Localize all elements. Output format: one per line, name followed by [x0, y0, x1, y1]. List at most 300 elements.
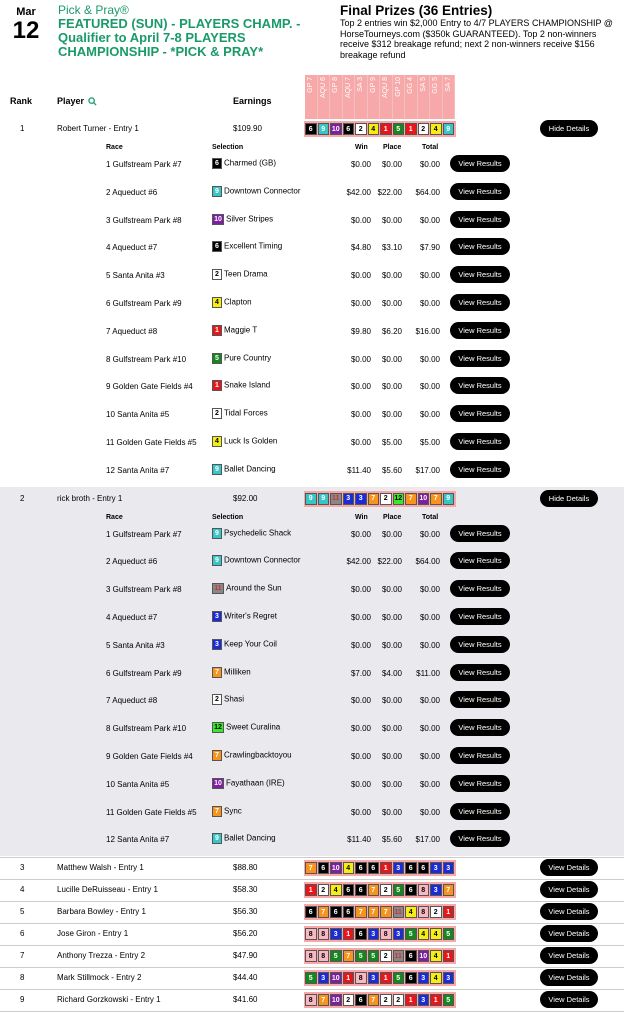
selection-number-badge: 3 [212, 639, 222, 650]
detail-row [0, 547, 624, 575]
race-column-label: SA 7 [444, 77, 452, 92]
view-details-button[interactable]: View Details [540, 991, 598, 1008]
pick-badge: 3 [355, 493, 367, 505]
detail-total: $0.00 [419, 354, 440, 364]
detail-total: $0.00 [419, 410, 440, 420]
entry-rank: 4 [20, 885, 25, 895]
view-results-button[interactable]: View Results [450, 183, 510, 200]
detail-win: $0.00 [350, 271, 371, 281]
view-results-button[interactable]: View Results [450, 405, 510, 422]
race-column-3 [330, 75, 343, 119]
selection-number-badge: 10 [212, 214, 224, 225]
pick-badge: 3 [418, 994, 430, 1006]
entry-rank: 7 [20, 951, 25, 961]
pick-badge: 9 [443, 123, 455, 135]
detail-place: $0.00 [381, 410, 402, 420]
detail-selection [212, 583, 282, 594]
pick-badge: 3 [443, 972, 455, 984]
detail-row [0, 345, 624, 373]
selection-horse-name: Luck Is Golden [224, 436, 278, 446]
pick-badge: 5 [368, 950, 380, 962]
view-results-button[interactable]: View Results [450, 294, 510, 311]
pick-badge: 4 [368, 123, 380, 135]
detail-total: $0.00 [419, 640, 440, 650]
player-column-header[interactable] [57, 96, 97, 106]
view-results-button[interactable]: View Results [450, 775, 510, 792]
picks-strip [304, 992, 456, 1008]
detail-win: $4.80 [350, 243, 371, 253]
selection-horse-name: Keep Your Coil [224, 639, 277, 649]
race-column-label: GG 5 [432, 77, 439, 94]
detail-total: $0.00 [419, 382, 440, 392]
pick-badge: 12 [393, 493, 405, 505]
detail-total: $0.00 [419, 160, 440, 169]
view-results-button[interactable]: View Results [450, 580, 510, 597]
entry-earnings: $56.20 [233, 929, 258, 939]
selection-number-badge: 9 [212, 528, 222, 539]
race-column-label: AQU 8 [382, 77, 389, 99]
pick-badge: 6 [305, 906, 317, 918]
selection-horse-name: Shasi [224, 695, 245, 704]
detail-total: $0.00 [419, 613, 440, 622]
entry-player: Barbara Bowley - Entry 1 [57, 907, 146, 917]
pick-badge: 1 [380, 862, 392, 874]
detail-place: $22.00 [377, 187, 402, 197]
detail-row [0, 428, 624, 456]
view-results-button[interactable]: View Results [450, 803, 510, 820]
detail-row [0, 456, 624, 484]
selection-number-badge: 6 [212, 241, 222, 252]
entry-earnings: $56.30 [233, 907, 258, 917]
selection-horse-name: Snake Island [224, 381, 271, 390]
view-results-button[interactable]: View Results [450, 747, 510, 764]
entry-earnings: $44.40 [233, 973, 258, 983]
pick-badge: 6 [405, 972, 417, 984]
view-details-button[interactable]: View Details [540, 903, 598, 920]
pick-badge: 7 [368, 493, 380, 505]
selection-number-badge: 9 [212, 555, 222, 566]
selection-horse-name: Maggie T [224, 325, 258, 335]
pick-badge: 1 [305, 884, 317, 896]
entry-rank: 9 [20, 995, 25, 1005]
detail-row [0, 603, 624, 631]
detail-row [0, 206, 624, 234]
pick-badge: 2 [343, 994, 355, 1006]
detail-win: $0.00 [350, 724, 371, 734]
detail-row [0, 178, 624, 206]
entry-player: Lucille DeRuisseau - Entry 1 [57, 885, 158, 895]
picks-strip [304, 491, 456, 507]
detail-total: $17.00 [415, 465, 440, 475]
detail-selection [212, 750, 292, 761]
detail-place: $0.00 [381, 779, 402, 789]
race-column-label: AQU 7 [344, 77, 352, 99]
entry-player: Robert Turner - Entry 1 [57, 124, 139, 133]
detail-race: 9 Golden Gate Fields #4 [106, 752, 193, 761]
entry-player: rick broth - Entry 1 [57, 493, 123, 503]
entry-row [0, 879, 624, 901]
detail-win: $0.00 [350, 807, 371, 817]
detail-selection [212, 380, 270, 391]
pick-badge: 1 [380, 123, 392, 135]
detail-selection [212, 806, 242, 817]
detail-win: $11.40 [347, 835, 371, 845]
selection-number-badge: 11 [212, 583, 224, 594]
selection-horse-name: Excellent Timing [224, 242, 283, 251]
detail-total: $11.00 [416, 668, 440, 678]
pick-badge: 8 [355, 972, 367, 984]
pick-badge: 1 [443, 950, 455, 962]
detail-place: $22.00 [377, 557, 402, 567]
selection-horse-name: Tidal Forces [224, 408, 268, 418]
row-separator [0, 1011, 624, 1012]
detail-win: $9.80 [350, 326, 371, 336]
detail-place: $0.00 [381, 215, 402, 225]
detail-total: $0.00 [419, 807, 440, 817]
view-results-button[interactable]: View Results [450, 211, 510, 228]
detail-total: $0.00 [419, 271, 440, 281]
entry-rank: 6 [20, 929, 25, 939]
pick-badge: 2 [318, 884, 330, 896]
pick-badge: 7 [318, 906, 330, 918]
picks-strip [304, 926, 456, 942]
view-details-button[interactable]: View Details [540, 881, 598, 898]
pick-badge: 7 [355, 906, 367, 918]
tournament-name [58, 3, 328, 59]
pick-badge: 7 [368, 906, 380, 918]
detail-selection [212, 158, 276, 169]
selection-number-badge: 2 [212, 269, 222, 280]
pick-badge: 6 [343, 906, 355, 918]
detail-win: $0.00 [350, 752, 371, 761]
pick-badge: 10 [330, 123, 342, 135]
pick-badge: 2 [393, 994, 405, 1006]
selection-number-badge: 1 [212, 380, 222, 391]
pick-badge: 2 [380, 950, 392, 962]
pick-badge: 1 [343, 972, 355, 984]
race-column-4 [343, 75, 356, 119]
detail-place: $0.00 [381, 160, 402, 169]
detail-race: 4 Aqueduct #7 [106, 613, 158, 622]
detail-header-total: Total [422, 144, 439, 151]
pick-badge: 6 [318, 862, 330, 874]
view-results-button[interactable]: View Results [450, 691, 510, 708]
detail-row [0, 659, 624, 687]
pick-badge: 9 [318, 493, 330, 505]
view-details-button[interactable]: View Details [540, 859, 598, 876]
pick-badge: 6 [343, 884, 355, 896]
entry-player: Anthony Trezza - Entry 2 [57, 951, 146, 961]
selection-horse-name: Teen Drama [224, 269, 268, 279]
pick-badge: 8 [380, 928, 392, 940]
detail-place: $5.60 [381, 465, 402, 475]
view-results-button[interactable]: View Results [450, 155, 510, 172]
selection-number-badge: 5 [212, 353, 222, 364]
selection-number-badge: 4 [212, 436, 222, 447]
detail-row [0, 400, 624, 428]
pick-badge: 8 [305, 994, 317, 1006]
selection-number-badge: 3 [212, 611, 222, 622]
search-icon[interactable] [88, 97, 97, 106]
pick-badge: 9 [305, 493, 317, 505]
view-results-button[interactable]: View Results [450, 719, 510, 736]
race-column-2 [318, 75, 331, 119]
pick-badge: 10 [418, 493, 430, 505]
pick-badge: 4 [430, 123, 442, 135]
detail-total: $0.00 [419, 215, 440, 225]
detail-row [0, 372, 624, 400]
pick-badge: 5 [443, 994, 455, 1006]
detail-place: $0.00 [381, 271, 402, 281]
pick-badge: 1 [343, 928, 355, 940]
detail-race: 12 Santa Anita #7 [106, 465, 170, 475]
hide-details-button[interactable]: Hide Details [540, 490, 598, 507]
detail-header-total: Total [422, 513, 439, 521]
pick-badge: 6 [305, 123, 317, 135]
detail-total: $0.00 [419, 299, 440, 308]
detail-total: $64.00 [415, 187, 440, 197]
view-results-button[interactable]: View Results [450, 266, 510, 283]
view-results-button[interactable]: View Results [450, 322, 510, 339]
entry-earnings: $88.80 [233, 863, 258, 873]
detail-header-selection: Selection [212, 513, 244, 521]
detail-selection [212, 833, 276, 844]
race-column-label: SA 3 [357, 77, 364, 92]
view-results-button[interactable]: View Results [450, 238, 510, 255]
detail-race: 11 Golden Gate Fields #5 [106, 807, 197, 817]
pick-badge: 4 [405, 906, 417, 918]
detail-race: 2 Aqueduct #6 [106, 187, 158, 197]
detail-row [0, 825, 624, 853]
view-results-button[interactable]: View Results [450, 608, 510, 625]
detail-place: $0.00 [381, 752, 402, 761]
pick-badge: 6 [355, 862, 367, 874]
selection-number-badge: 12 [212, 722, 224, 733]
pick-badge: 6 [418, 862, 430, 874]
selection-number-badge: 9 [212, 464, 222, 475]
pick-badge: 5 [393, 123, 405, 135]
view-results-button[interactable]: View Results [450, 433, 510, 450]
pick-badge: 4 [418, 928, 430, 940]
entry-earnings: $109.90 [233, 124, 262, 133]
race-column-5 [355, 75, 368, 119]
detail-win: $0.00 [350, 354, 371, 364]
entry-earnings: $58.30 [233, 885, 258, 895]
entry-row [0, 967, 624, 989]
pick-badge: 5 [355, 950, 367, 962]
detail-row [0, 261, 624, 289]
detail-selection [212, 464, 276, 475]
view-results-button[interactable]: View Results [450, 830, 510, 847]
hide-details-button[interactable]: Hide Details [540, 120, 598, 137]
detail-race: 7 Aqueduct #8 [106, 326, 158, 336]
entry-rank: 8 [20, 973, 25, 983]
detail-race: 3 Gulfstream Park #8 [106, 585, 182, 595]
race-column-10 [418, 75, 431, 119]
detail-win: $42.00 [346, 187, 371, 197]
pick-badge: 8 [318, 950, 330, 962]
detail-win: $0.00 [350, 410, 371, 420]
detail-win: $0.00 [350, 640, 371, 650]
detail-place: $0.00 [381, 529, 402, 539]
detail-win: $0.00 [350, 696, 371, 706]
detail-row [0, 575, 624, 603]
entry-rank: 3 [20, 863, 25, 873]
pick-badge: 8 [318, 928, 330, 940]
detail-race: 12 Santa Anita #7 [106, 835, 170, 845]
selection-horse-name: Clapton [224, 297, 252, 307]
pick-badge: 1 [405, 994, 417, 1006]
detail-row [0, 150, 624, 178]
tournament-title: FEATURED (SUN) - PLAYERS CHAMP. - Qualifier to April 7-8 PLAYERS CHAMPIONSHIP - *PICK & PRAY* [58, 16, 301, 59]
view-details-button[interactable]: View Details [540, 925, 598, 942]
pick-badge: 3 [393, 862, 405, 874]
detail-place: $0.00 [381, 299, 402, 308]
pick-badge: 6 [355, 994, 367, 1006]
detail-header-place: Place [383, 513, 402, 521]
entry-player: Mark Stillmock - Entry 2 [57, 973, 142, 983]
detail-row [0, 289, 624, 317]
selection-number-badge: 10 [212, 778, 224, 789]
race-column-1 [305, 75, 318, 119]
pick-badge: 1 [443, 906, 455, 918]
entry-player: Jose Giron - Entry 1 [57, 929, 129, 939]
view-results-button[interactable]: View Results [450, 525, 510, 542]
detail-row [0, 317, 624, 345]
detail-win: $0.00 [350, 613, 371, 622]
rank-column-header: Rank [10, 96, 33, 106]
detail-row [0, 686, 624, 714]
detail-win: $0.00 [350, 215, 371, 225]
pick-badge: 10 [418, 950, 430, 962]
selection-horse-name: Silver Stripes [226, 214, 274, 224]
pick-badge: 8 [418, 906, 430, 918]
view-results-button[interactable]: View Results [450, 552, 510, 569]
detail-selection [212, 694, 244, 705]
selection-number-badge: 9 [212, 833, 222, 844]
entry-rank: 2 [20, 493, 25, 503]
pick-badge: 10 [330, 994, 342, 1006]
detail-selection [212, 778, 285, 789]
detail-place: $0.00 [381, 382, 402, 392]
entry-player: Matthew Walsh - Entry 1 [57, 863, 144, 873]
entry-rank: 5 [20, 907, 25, 917]
selection-horse-name: Ballet Dancing [224, 834, 276, 843]
earnings-column-header: Earnings [233, 96, 272, 106]
pick-badge: 8 [305, 950, 317, 962]
pick-badge: 3 [318, 972, 330, 984]
detail-row [0, 770, 624, 798]
view-details-button[interactable]: View Details [540, 947, 598, 964]
detail-win: $0.00 [350, 529, 371, 539]
pick-badge: 1 [405, 123, 417, 135]
picks-strip [304, 948, 456, 964]
race-column-label: GP 7 [307, 77, 314, 93]
view-details-button[interactable]: View Details [540, 969, 598, 986]
detail-win: $0.00 [350, 382, 371, 392]
detail-race: 1 Gulfstream Park #7 [106, 529, 182, 539]
pick-badge: 3 [343, 493, 355, 505]
detail-selection [212, 241, 282, 252]
race-column-label: GP 8 [332, 77, 339, 93]
detail-total: $16.00 [415, 326, 440, 336]
pick-badge: 5 [443, 928, 455, 940]
detail-selection [212, 722, 280, 733]
detail-race: 6 Gulfstream Park #9 [106, 299, 182, 308]
detail-selection [212, 611, 277, 622]
pick-badge: 6 [368, 862, 380, 874]
detail-win: $7.00 [350, 668, 371, 678]
detail-selection [212, 353, 271, 364]
pick-badge: 7 [305, 862, 317, 874]
race-column-label: GP 9 [369, 77, 377, 93]
view-results-button[interactable]: View Results [450, 636, 510, 653]
selection-horse-name: Sweet Curalina [226, 722, 281, 732]
pick-badge: 4 [430, 972, 442, 984]
detail-race: 3 Gulfstream Park #8 [106, 215, 182, 225]
detail-header-win: Win [355, 144, 368, 151]
detail-race: 6 Gulfstream Park #9 [106, 668, 182, 678]
entry-rank: 1 [20, 124, 25, 133]
detail-total: $7.90 [419, 243, 440, 253]
view-results-button[interactable]: View Results [450, 461, 510, 478]
detail-win: $11.40 [347, 465, 371, 475]
race-column-label: AQU 6 [319, 77, 327, 99]
detail-selection [212, 269, 268, 280]
detail-race: 11 Golden Gate Fields #5 [106, 438, 197, 447]
pick-badge: 2 [380, 493, 392, 505]
selection-number-badge: 9 [212, 186, 222, 197]
pick-badge: 6 [330, 906, 342, 918]
entry-earnings: $41.60 [233, 995, 258, 1005]
date-day: 12 [12, 17, 40, 44]
pick-badge: 7 [343, 950, 355, 962]
detail-place: $4.00 [381, 668, 402, 678]
detail-win: $0.00 [350, 438, 371, 447]
detail-win: $0.00 [350, 160, 371, 169]
pick-badge: 7 [368, 994, 380, 1006]
detail-place: $3.10 [381, 243, 402, 253]
pick-badge: 3 [443, 862, 455, 874]
pick-badge: 3 [330, 928, 342, 940]
pick-badge: 6 [405, 950, 417, 962]
view-results-button[interactable]: View Results [450, 664, 510, 681]
detail-place: $5.60 [381, 835, 402, 845]
pick-badge: 6 [355, 928, 367, 940]
pick-badge: 3 [430, 862, 442, 874]
pick-badge: 11 [393, 950, 405, 962]
detail-race: 1 Gulfstream Park #7 [106, 160, 182, 169]
detail-total: $0.00 [419, 585, 440, 595]
selection-horse-name: Sync [224, 806, 242, 816]
picks-strip [304, 860, 456, 876]
detail-selection [212, 408, 268, 419]
race-column-7 [380, 75, 393, 119]
prizes-text: Top 2 entries win $2,000 Entry to 4/7 PLAYERS CHAMPIONSHIP @ HorseTourneys.com ($350k GUARANTEED). Top 2 non-winners receive $312 breakage refund; next 2 non-winners receive $156 breakage refund [340, 18, 613, 60]
pick-badge: 7 [380, 906, 392, 918]
view-results-button[interactable]: View Results [450, 377, 510, 394]
pick-badge: 7 [368, 884, 380, 896]
selection-number-badge: 7 [212, 806, 222, 817]
selection-horse-name: Crawlingbacktoyou [224, 750, 292, 760]
selection-horse-name: Writer's Regret [224, 611, 277, 621]
selection-horse-name: Charmed (GB) [224, 158, 277, 168]
entry-row [0, 989, 624, 1011]
pick-badge: 5 [305, 972, 317, 984]
entry-player: Richard Gorzkowski - Entry 1 [57, 995, 161, 1005]
detail-place: $6.20 [381, 326, 402, 336]
view-results-button[interactable]: View Results [450, 350, 510, 367]
